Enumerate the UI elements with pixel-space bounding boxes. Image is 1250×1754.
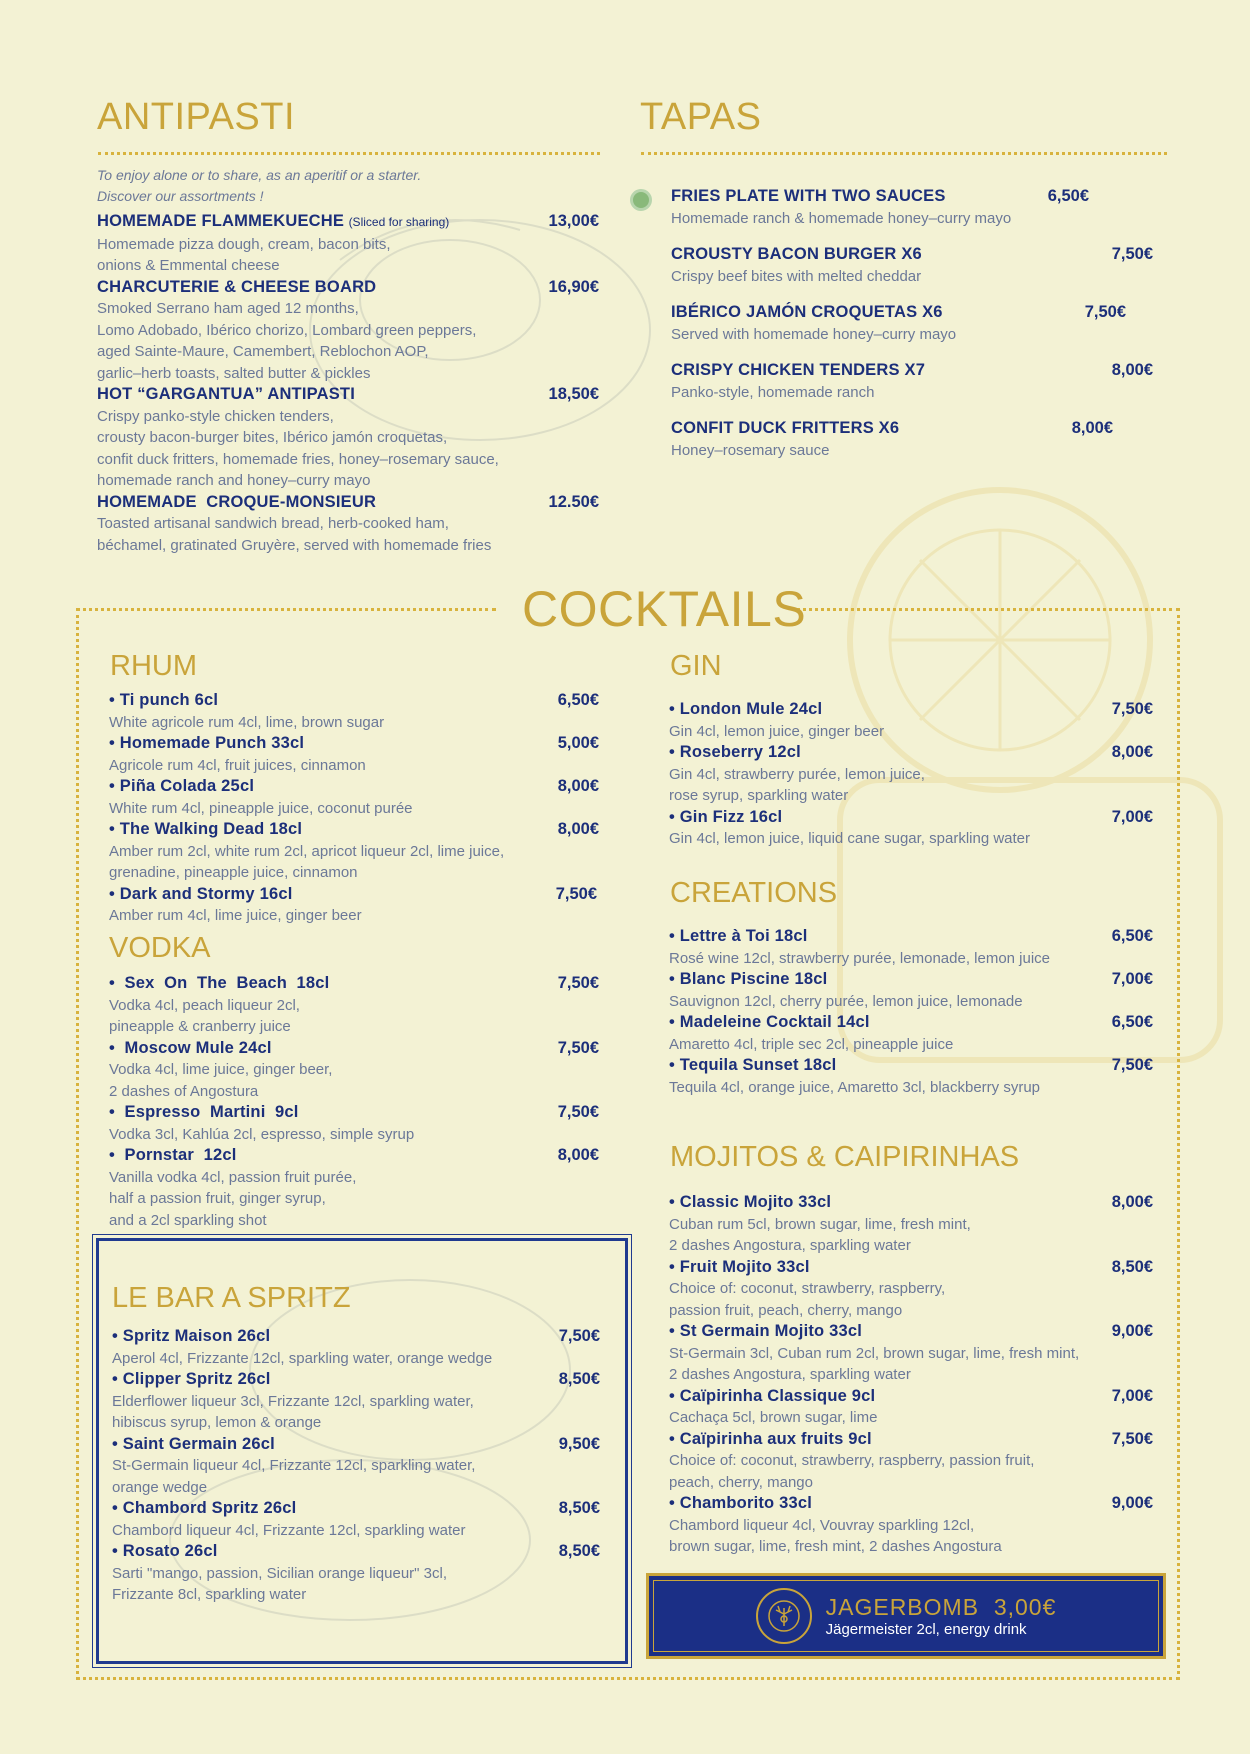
item-desc: Chambord liqueur 4cl, Frizzante 12cl, sparkling water [112,1521,466,1539]
item-desc: garlic–herb toasts, salted butter & pickles [97,364,371,382]
item-name: • London Mule 24cl [669,700,823,718]
item-desc: half a passion fruit, ginger syrup, [109,1190,326,1207]
item-price: 9,00€ [1111,1494,1153,1512]
item-price: 7,50€ [1084,303,1126,321]
rhum-section [109,690,599,927]
item-name: • Sex On The Beach 18cl [109,974,330,992]
menu-item [109,776,599,819]
item-desc: Tequila 4cl, orange juice, Amaretto 3cl, blackberry syrup [669,1078,1041,1096]
item-desc: Homemade pizza dough, cream, bacon bits, [97,235,391,253]
rhum-title: RHUM [110,650,197,682]
item-name: HOMEMADE FLAMMEKUECHE [97,212,345,230]
item-price: 6,50€ [557,691,599,709]
item-price: 9,00€ [1111,1322,1153,1340]
menu-item [109,973,599,1038]
item-desc: 2 dashes Angostura, sparkling water [669,1237,911,1254]
item-price: 8,00€ [557,1146,599,1164]
item-note: (Sliced for sharing) [348,215,450,229]
item-price: 6,50€ [1047,187,1089,205]
menu-item [112,1369,600,1434]
item-name: • Dark and Stormy 16cl [109,884,293,903]
item-desc: pineapple & cranberry juice [109,1018,291,1035]
menu-item [669,807,1153,850]
item-price: 6,50€ [1111,927,1153,945]
item-name: CHARCUTERIE & CHEESE BOARD [97,277,377,296]
menu-item [109,690,599,733]
spritz-section [112,1326,600,1606]
item-name: • Blanc Piscine 18cl [669,970,828,988]
menu-item [112,1541,600,1606]
item-name: • Moscow Mule 24cl [109,1038,272,1057]
item-price: 8,00€ [1111,743,1153,761]
menu-item [671,186,1153,229]
item-name: • Caïpirinha Classique 9cl [669,1386,876,1405]
item-name: • Ti punch 6cl [109,691,219,709]
item-name: • Fruit Mojito 33cl [669,1257,810,1276]
creations-title: CREATIONS [670,877,838,909]
menu-item [669,699,1153,742]
item-price: 7,50€ [1111,700,1153,718]
item-desc: passion fruit, peach, cherry, mango [669,1301,903,1319]
item-desc: hibiscus syrup, lemon & orange [112,1414,322,1431]
menu-item [671,302,1153,345]
gin-title: GIN [670,650,722,682]
item-desc: crousty bacon-burger bites, Ibérico jamón croquetas, [97,429,448,446]
jagerbomb-banner [646,1573,1166,1659]
item-price: 5,00€ [557,734,599,752]
item-desc: Crispy panko-style chicken tenders, [97,407,334,425]
item-desc: confit duck fritters, homemade fries, honey–rosemary sauce, [97,450,499,468]
item-name: • Chambord Spritz 26cl [112,1499,297,1517]
item-name: • The Walking Dead 18cl [109,820,303,838]
item-desc: Choice of: coconut, strawberry, raspberry, passion fruit, [669,1452,1035,1469]
tapas-title: TAPAS [640,96,762,138]
item-price: 13,00€ [548,212,599,230]
menu-item [669,926,1153,969]
item-price: 8,00€ [1111,1193,1153,1211]
spritz-title: LE BAR A SPRITZ [112,1282,351,1314]
item-name: FRIES PLATE WITH TWO SAUCES [671,187,946,205]
item-desc: Vanilla vodka 4cl, passion fruit purée, [109,1168,357,1186]
menu-item [97,384,599,492]
item-price: 7,00€ [1111,970,1153,988]
item-price: 18,50€ [548,385,599,403]
item-name: CONFIT DUCK FRITTERS X6 [671,419,900,437]
menu-item [109,733,599,776]
item-price: 7,00€ [1111,807,1153,826]
item-desc: Elderflower liqueur 3cl, Frizzante 12cl, sparkling water, [112,1392,474,1410]
item-name: • Caïpirinha aux fruits 9cl [669,1429,872,1448]
item-desc: grenadine, pineapple juice, cinnamon [109,864,358,881]
mojitos-section [669,1192,1153,1558]
item-price: 7,50€ [1111,1429,1153,1448]
item-name: • Espresso Martini 9cl [109,1103,299,1121]
item-name: • Madeleine Cocktail 14cl [669,1013,870,1031]
item-desc: Agricole rum 4cl, fruit juices, cinnamon [109,756,366,774]
item-desc: Homemade ranch & homemade honey–curry mayo [671,209,1012,227]
item-price: 8,00€ [1111,361,1153,379]
item-desc: White rum 4cl, pineapple juice, coconut purée [109,799,413,817]
item-price: 8,00€ [557,777,599,795]
menu-item [97,492,599,557]
tapas-section [671,186,1153,461]
menu-item [669,1493,1153,1558]
menu-item [112,1434,600,1499]
item-desc: Lomo Adobado, Ibérico chorizo, Lombard green peppers, [97,321,477,339]
item-desc: Sarti "mango, passion, Sicilian orange liqueur" 3cl, [112,1564,447,1582]
menu-item [669,1429,1153,1494]
cocktails-frame-top-left [76,608,496,611]
item-desc: Vodka 4cl, lime juice, ginger beer, [109,1061,333,1078]
item-desc: Crispy beef bites with melted cheddar [671,267,922,285]
item-desc: Amber rum 2cl, white rum 2cl, apricot liqueur 2cl, lime juice, [109,842,505,860]
item-price: 8,50€ [1111,1257,1153,1276]
menu-item [669,1257,1153,1322]
item-price: 7,50€ [557,1103,599,1121]
item-desc: 2 dashes of Angostura [109,1082,259,1100]
antipasti-title: ANTIPASTI [97,96,296,138]
mojitos-title: MOJITOS & CAIPIRINHAS [670,1141,1020,1173]
item-name: IBÉRICO JAMÓN CROQUETAS X6 [671,303,943,321]
item-desc: Toasted artisanal sandwich bread, herb-cooked ham, [97,515,449,532]
item-desc: Smoked Serrano ham aged 12 months, [97,300,359,317]
item-name: CROUSTY BACON BURGER X6 [671,245,922,263]
item-name: • Homemade Punch 33cl [109,734,305,752]
item-name: • Gin Fizz 16cl [669,807,783,826]
antipasti-intro-line: To enjoy alone or to share, as an aperitif or a starter. [97,167,422,183]
item-desc: béchamel, gratinated Gruyère, served with homemade fries [97,536,492,554]
item-name: • Classic Mojito 33cl [669,1193,832,1211]
item-desc: 2 dashes Angostura, sparkling water [669,1366,911,1383]
item-price: 7,50€ [557,974,599,992]
item-desc: Panko-style, homemade ranch [671,383,875,401]
item-desc: St-Germain liqueur 4cl, Frizzante 12cl, sparkling water, [112,1457,476,1474]
menu-item [109,1145,599,1231]
item-desc: Gin 4cl, lemon juice, liquid cane sugar, sparkling water [669,830,1031,847]
vodka-title: VODKA [109,932,211,964]
tapas-bullet-marker-icon [630,189,652,211]
item-price: 7,50€ [557,1038,599,1057]
menu-item [109,884,599,927]
item-name: • Roseberry 12cl [669,743,801,761]
item-price: 8,50€ [558,1542,600,1560]
gin-section [669,699,1153,850]
item-name: HOT “GARGANTUA” ANTIPASTI [97,385,355,403]
item-desc: Vodka 3cl, Kahlúa 2cl, espresso, simple syrup [109,1125,415,1143]
menu-item [669,1055,1153,1098]
antipasti-divider [98,152,600,155]
stag-head-icon [756,1588,812,1644]
menu-item [671,244,1153,287]
item-desc: Amber rum 4cl, lime juice, ginger beer [109,907,362,924]
menu-item [112,1498,600,1541]
item-name: • Chamborito 33cl [669,1494,813,1512]
item-desc: Sauvignon 12cl, cherry purée, lemon juice, lemonade [669,992,1023,1010]
jagerbomb-desc: Jägermeister 2cl, energy drink [825,1621,1027,1638]
item-desc: Amaretto 4cl, triple sec 2cl, pineapple juice [669,1035,954,1053]
item-desc: Vodka 4cl, peach liqueur 2cl, [109,996,300,1014]
menu-item [109,819,599,884]
item-name: HOMEMADE CROQUE-MONSIEUR [97,492,377,511]
tapas-divider [641,152,1167,155]
menu-item [669,1192,1153,1257]
item-desc: Rosé wine 12cl, strawberry purée, lemonade, lemon juice [669,949,1051,967]
item-desc: brown sugar, lime, fresh mint, 2 dashes Angostura [669,1538,1002,1555]
item-desc: Honey–rosemary sauce [671,441,830,459]
menu-item [97,277,599,385]
item-name: • Clipper Spritz 26cl [112,1370,271,1388]
item-desc: White agricole rum 4cl, lime, brown sugar [109,713,385,731]
item-name: • Lettre à Toi 18cl [669,927,808,945]
menu-item [97,211,599,277]
item-desc: St-Germain 3cl, Cuban rum 2cl, brown sugar, lime, fresh mint, [669,1344,1080,1362]
menu-item [669,1321,1153,1386]
item-desc: Aperol 4cl, Frizzante 12cl, sparkling water, orange wedge [112,1349,493,1367]
item-desc: rose syrup, sparkling water [669,787,849,804]
item-desc: Choice of: coconut, strawberry, raspberry, [669,1280,946,1297]
menu-item [109,1102,599,1145]
antipasti-intro-line: Discover our assortments ! [97,188,264,204]
item-name: • Piña Colada 25cl [109,777,255,795]
menu-item [669,1386,1153,1429]
item-price: 8,00€ [557,820,599,838]
item-price: 16,90€ [548,277,599,296]
item-desc: Chambord liqueur 4cl, Vouvray sparkling 12cl, [669,1516,975,1534]
cocktails-title: COCKTAILS [522,581,807,637]
menu-item [669,1012,1153,1055]
item-price: 7,00€ [1111,1386,1153,1405]
item-desc: Gin 4cl, strawberry purée, lemon juice, [669,765,925,783]
item-price: 8,00€ [1071,419,1113,437]
jagerbomb-title: JAGERBOMB 3,00€ [825,1594,1057,1620]
item-name: • Pornstar 12cl [109,1146,237,1164]
item-price: 7,50€ [1111,1056,1153,1074]
item-price: 7,50€ [1111,245,1153,263]
menu-item [669,969,1153,1012]
item-price: 7,50€ [558,1327,600,1345]
menu-item [112,1326,600,1369]
item-price: 7,50€ [555,884,597,903]
menu-item [671,360,1153,403]
item-desc: Cachaça 5cl, brown sugar, lime [669,1409,878,1426]
item-desc: homemade ranch and honey–curry mayo [97,472,371,489]
item-name: • Rosato 26cl [112,1542,218,1560]
menu-item [669,742,1153,807]
item-desc: Gin 4cl, lemon juice, ginger beer [669,722,885,740]
item-price: 9,50€ [558,1434,600,1453]
item-price: 12.50€ [548,492,599,511]
item-desc: Cuban rum 5cl, brown sugar, lime, fresh mint, [669,1215,971,1233]
item-price: 8,50€ [558,1499,600,1517]
item-desc: peach, cherry, mango [669,1473,813,1491]
item-desc: and a 2cl sparkling shot [109,1211,267,1229]
item-name: • Tequila Sunset 18cl [669,1056,837,1074]
item-price: 6,50€ [1111,1013,1153,1031]
menu-item [671,418,1153,461]
menu-item [109,1038,599,1103]
item-price: 8,50€ [558,1370,600,1388]
vodka-section [109,973,599,1231]
item-name: CRISPY CHICKEN TENDERS X7 [671,361,926,379]
item-desc: onions & Emmental cheese [97,257,280,274]
creations-section [669,926,1153,1098]
antipasti-section [97,165,599,556]
item-desc: aged Sainte-Maure, Camembert, Reblochon AOP, [97,343,429,360]
cocktails-frame-top-right [796,608,1180,611]
item-desc: Frizzante 8cl, sparkling water [112,1586,307,1603]
item-name: • St Germain Mojito 33cl [669,1322,863,1340]
item-name: • Saint Germain 26cl [112,1434,275,1453]
item-desc: Served with homemade honey–curry mayo [671,325,957,343]
item-name: • Spritz Maison 26cl [112,1327,271,1345]
item-desc: orange wedge [112,1478,208,1496]
